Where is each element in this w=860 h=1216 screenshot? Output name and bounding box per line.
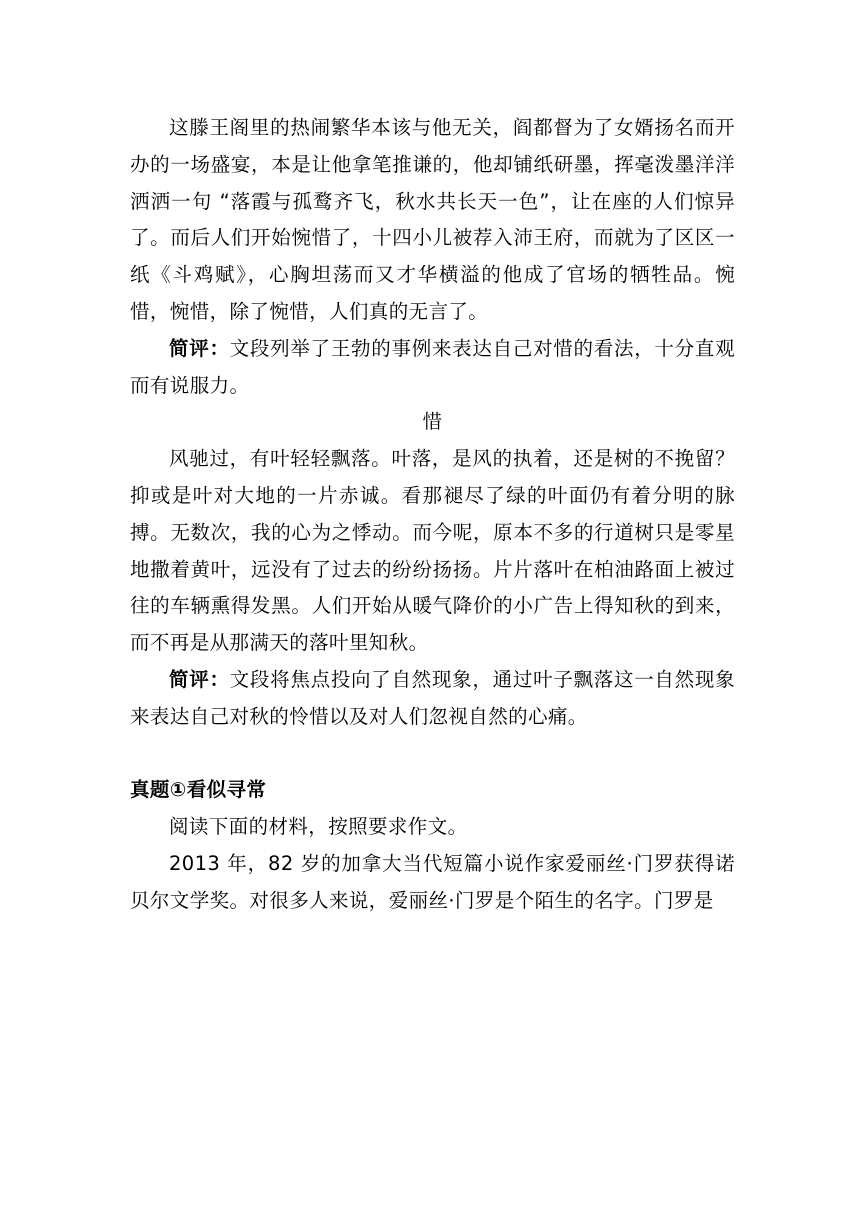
section-heading: 真题①看似寻常 bbox=[130, 778, 267, 802]
essay-title: 惜 bbox=[422, 410, 443, 434]
paragraph-leaves: 风驰过，有叶轻轻飘落。叶落，是风的执着，还是树的不挽留？抑或是叶对大地的一片赤诚。看那褪尽了绿的叶面仍有着分明的脉搏。无数次，我的心为之悸动。而今呢，原本不多的行道树只是零星地撒着黄叶，远没有了过去的纷纷扬扬。片片落叶在柏油路面上被过往的车辆熏得发黑。人们开始从暖气降价的小广告上得知秋的到来，而不再是从那满天的落叶里知秋。 bbox=[130, 447, 735, 655]
comment-2-text: 文段将焦点投向了自然现象，通过叶子飘落这一自然现象来表达自己对秋的怜惜以及对人们忽视自然的心痛。 bbox=[130, 667, 735, 728]
document-page bbox=[130, 110, 735, 920]
blank-line bbox=[130, 736, 735, 773]
comment-2-label: 简评： bbox=[169, 667, 230, 691]
paragraph-wang-bo: 这滕王阁里的热闹繁华本该与他无关，阎都督为了女婿扬名而开办的一场盛宴，本是让他拿笔推谦的，他却铺纸研墨，挥毫泼墨洋洋洒洒一句 “落霞与孤鹜齐飞，秋水共长天一色”，让在座的人们惊异了。而后人们开始惋惜了，十四小儿被荐入沛王府，而就为了区区一纸《斗鸡赋》，心胸坦荡而又才华横溢的他成了官场的牺牲品。惋惜，惋惜，除了惋惜，人们真的无言了。 bbox=[130, 116, 735, 323]
comment-1 bbox=[130, 331, 735, 405]
comment-1-text: 文段列举了王勃的事例来表达自己对惜的看法，十分直观而有说服力。 bbox=[130, 336, 735, 397]
comment-1-label: 简评： bbox=[169, 336, 230, 360]
comment-2 bbox=[130, 662, 735, 736]
material-paragraph: 2013 年，82 岁的加拿大当代短篇小说作家爱丽丝·门罗获得诺贝尔文学奖。对很多人来说，爱丽丝·门罗是个陌生的名字。门罗是 bbox=[130, 851, 735, 912]
instruction-paragraph: 阅读下面的材料，按照要求作文。 bbox=[169, 815, 468, 839]
